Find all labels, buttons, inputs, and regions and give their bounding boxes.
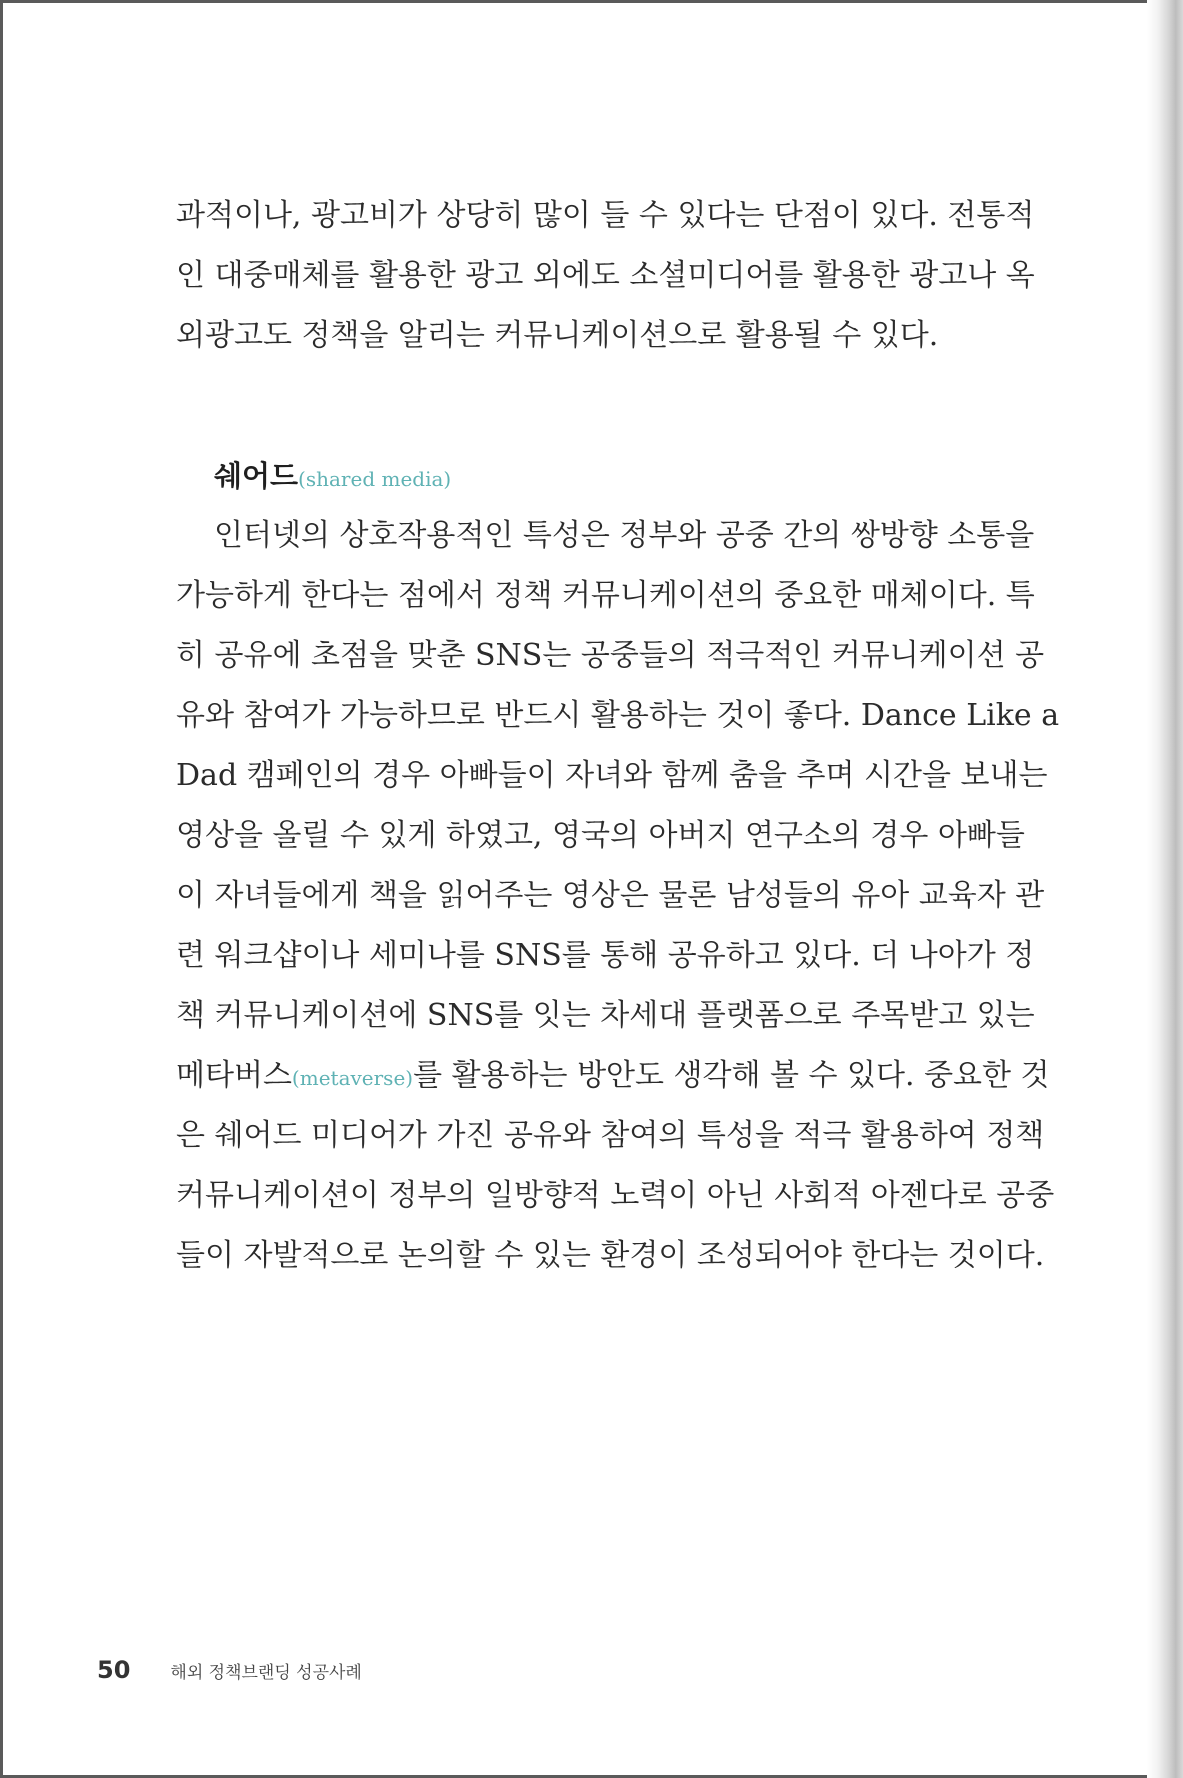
page-edge-shadow	[1147, 0, 1183, 1778]
text-line: 책 커뮤니케이션에 SNS를 잇는 차세대 플랫폼으로 주목받고 있는	[176, 998, 1035, 1033]
text-line: 인터넷의 상호작용적인 특성은 정부와 공중 간의 쌍방향 소통을	[214, 518, 1035, 553]
text-line: 가능하게 한다는 점에서 정책 커뮤니케이션의 중요한 매체이다. 특	[176, 578, 1035, 613]
text-line: 과적이나, 광고비가 상당히 많이 들 수 있다는 단점이 있다. 전통적	[176, 198, 1035, 233]
metaverse-english: (metaverse)	[291, 1066, 414, 1090]
text-line: 외광고도 정책을 알리는 커뮤니케이션으로 활용될 수 있다.	[176, 318, 939, 353]
paragraph-gap	[176, 366, 984, 446]
text-line: 련 워크샵이나 세미나를 SNS를 통해 공유하고 있다. 더 나아가 정	[176, 938, 1035, 973]
section-heading-english: (shared media)	[298, 467, 452, 491]
section-heading	[176, 446, 984, 506]
page-border	[0, 0, 1150, 3]
text-line: Dad 캠페인의 경우 아빠들이 자녀와 함께 춤을 추며 시간을 보내는	[176, 758, 1048, 793]
text-line: 인 대중매체를 활용한 광고 외에도 소셜미디어를 활용한 광고나 옥	[176, 258, 1035, 293]
section-heading-title: 쉐어드	[214, 459, 299, 493]
page-footer	[97, 1652, 362, 1688]
page-border	[0, 0, 3, 1778]
text-line-metaverse	[176, 1046, 1050, 1106]
text-line: 영상을 올릴 수 있게 하였고, 영국의 아버지 연구소의 경우 아빠들	[176, 818, 1025, 853]
text-line: 이 자녀들에게 책을 읽어주는 영상은 물론 남성들의 유아 교육자 관	[176, 878, 1045, 913]
text-line: 커뮤니케이션이 정부의 일방향적 노력이 아닌 사회적 아젠다로 공중	[176, 1178, 1055, 1213]
text-line: 유와 참여가 가능하므로 반드시 활용하는 것이 좋다. Dance Like a	[176, 698, 1060, 733]
running-title: 해외 정책브랜딩 성공사례	[170, 1663, 362, 1683]
text-line: 히 공유에 초점을 맞춘 SNS는 공중들의 적극적인 커뮤니케이션 공	[176, 638, 1045, 673]
page-number: 50	[97, 1656, 131, 1684]
text-line: 은 쉐어드 미디어가 가진 공유와 참여의 특성을 적극 활용하여 정책	[176, 1118, 1045, 1153]
metaverse-term: 메타버스	[176, 1058, 292, 1093]
text-line: 들이 자발적으로 논의할 수 있는 환경이 조성되어야 한다는 것이다.	[176, 1238, 1045, 1273]
metaverse-sentence: 를 활용하는 방안도 생각해 볼 수 있다. 중요한 것	[413, 1058, 1050, 1093]
body-text	[176, 186, 1060, 1286]
